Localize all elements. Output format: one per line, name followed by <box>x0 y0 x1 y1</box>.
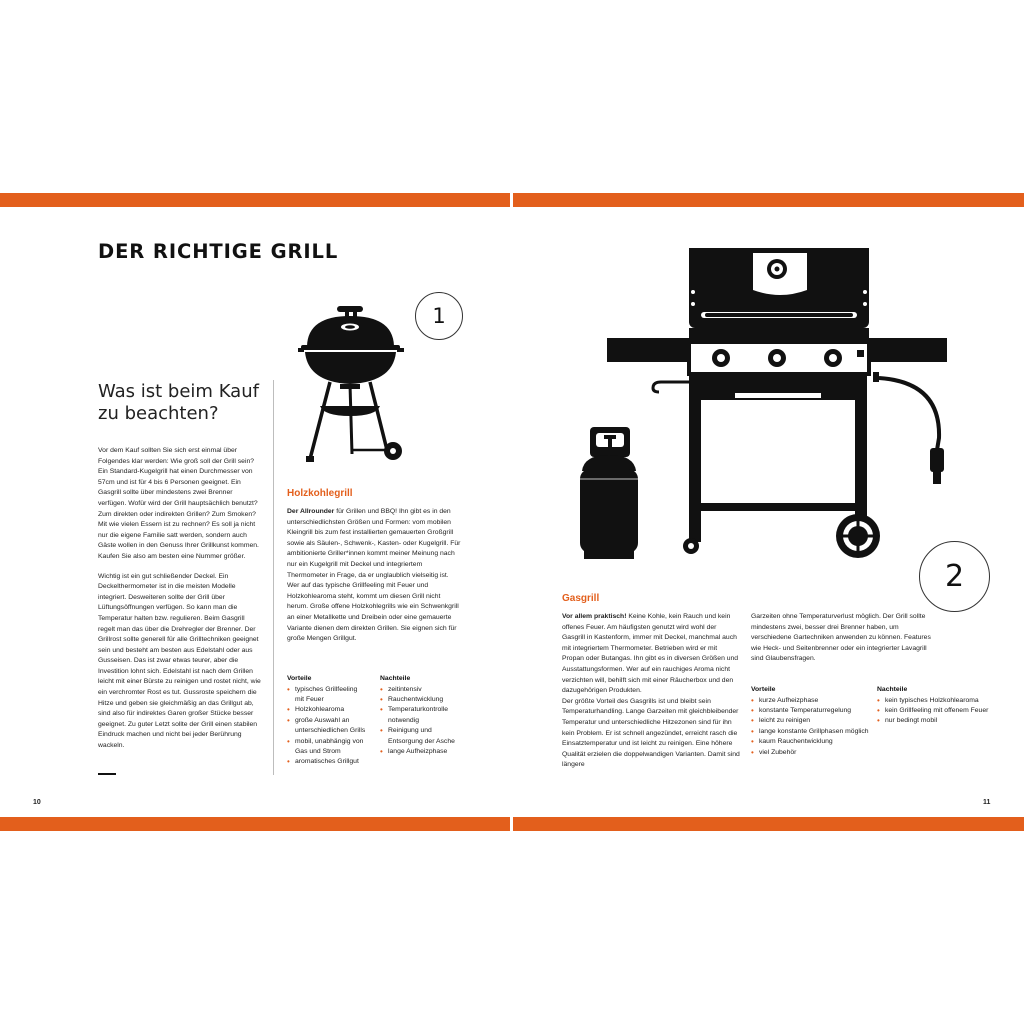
holzkohlegrill-text <box>287 507 461 645</box>
section-number-badge-2: 2 <box>919 541 990 612</box>
list-item: • kein typisches Holzkohlearoma <box>877 696 997 706</box>
cons-heading: Nachteile <box>380 675 411 682</box>
list-item: • Holzkohlearoma <box>287 705 367 715</box>
list-item: • mobil, unabhängig von Gas und Strom <box>287 737 367 758</box>
gasgrill-lead: Vor allem praktisch! <box>562 613 627 620</box>
bottom-accent-band <box>0 817 1024 831</box>
list-item: • konstante Temperaturregelung <box>751 706 869 716</box>
holzkohlegrill-body: für Grillen und BBQ! Ihn gibt es in den unterschiedlichsten Größen und Formen: vom mobilen Kleingrill bis zum fest installierten gemauerten Großgrill sowie als Säulen-, Schwenk-, Kasten- oder Kugelgrill. Für ambitionierte Griller*innen kommt meiner Meinung nach nur ein Kugelgrill mit Deckel und integriertem Thermometer in Frage, da er unglaublich vielseitig ist. Wer auf das typische Grillfeeling mit Feuer und Holzkohlearoma steht, kommt um diesen Grill nicht herum. Große offene Holzkohlegrills wie ein Schwenkgrill an einer Metallkette und Dreibein oder eine gemauerte Variante dienen dem direkten Grillen. Sie eignen sich für große Mengen Grillgut. <box>287 508 461 643</box>
list-item: • Reinigung und Entsorgung der Asche <box>380 726 462 747</box>
gas-grill-illustration <box>605 248 950 558</box>
list-item: • lange konstante Grillphasen möglich <box>751 727 869 737</box>
gasgrill-text-column-1 <box>562 612 740 771</box>
gasgrill-paragraph-2: Der größte Vorteil des Gasgrills ist und bleibt sein Temperaturhandling. Lange Garzeiten mit gleichbleibender Temperatur und unterschiedliche Hitzezonen sind für ihn kein Problem. Er ist schnell angezündet, erreicht rasch die Einsatztemperatur und ist leicht zu reinigen. Eine höhere Qualität erzielen die doppelwandigen Varianten. Damit sind längere <box>562 697 740 769</box>
gutter-gap-top <box>510 193 513 207</box>
kettle-grill-illustration <box>298 304 418 466</box>
gasgrill-cons <box>877 685 997 727</box>
list-item: • lange Aufheizphase <box>380 747 462 757</box>
gutter-gap-bottom <box>510 817 513 831</box>
intro-text <box>98 446 261 752</box>
holzkohlegrill-heading: Holzkohlegrill <box>287 488 353 499</box>
pros-heading: Vorteile <box>287 675 312 682</box>
holzkohlegrill-pros <box>287 674 367 768</box>
intro-paragraph-1: Vor dem Kauf sollten Sie sich erst einmal über Folgendes klar werden: Wie groß soll der Grill sein? Ein Standard-Kugelgrill hat einen Durchmesser von 57cm und ist für 4 bis 6 Personen geeignet. Ein Gasgrill sollte über mindestens zwei Brenner verfügen. Wofür wird der Grill hauptsächlich benutzt? Zum direkten oder indirekten Grillen? Zum Smoken? Mit wie vielen Essern ist zu rechnen? Es soll ja nicht nur die eigene Familie satt werden, sondern auch Gäste wollen in den Genuss Ihrer Grillkunst kommen. Kaufen Sie also am besten eine Nummer größer. <box>98 447 259 560</box>
list-item: • kein Grillfeeling mit offenem Feuer <box>877 706 997 716</box>
gasgrill-paragraph-3: Garzeiten ohne Temperaturverlust möglich. Der Grill sollte mindestens zwei, besser drei Brenner haben, um verschiedene Gartechniken anwenden zu können. Features wie Heck- und Seitenbrenner oder ein integrierter Lavagrill sind Glaubensfragen. <box>751 613 931 663</box>
list-item: • leicht zu reinigen <box>751 716 869 726</box>
list-item: • viel Zubehör <box>751 748 869 758</box>
list-item: • kurze Aufheizphase <box>751 696 869 706</box>
subtitle-line-1: Was ist beim Kauf <box>98 381 259 402</box>
page-title: DER RICHTIGE GRILL <box>98 240 339 263</box>
holzkohlegrill-cons <box>380 674 462 757</box>
gasgrill-heading: Gasgrill <box>562 593 600 604</box>
subtitle <box>98 381 273 425</box>
list-item: • aromatisches Grillgut <box>287 757 367 767</box>
list-item: • Temperaturkontrolle notwendig <box>380 705 462 726</box>
subtitle-line-2: zu beachten? <box>98 403 219 424</box>
gasgrill-text-column-2 <box>751 612 931 665</box>
column-divider <box>273 380 274 775</box>
list-item: • große Auswahl an unterschiedlichen Grills <box>287 716 367 737</box>
gasgrill-pros <box>751 685 869 758</box>
pros-heading: Vorteile <box>751 686 776 693</box>
list-item: • nur bedingt mobil <box>877 716 997 726</box>
page-number-right: 11 <box>983 799 991 806</box>
list-item: • Rauchentwicklung <box>380 695 462 705</box>
list-item: • typisches Grillfeeling mit Feuer <box>287 685 367 706</box>
list-item: • zeitintensiv <box>380 685 462 695</box>
intro-paragraph-2: Wichtig ist ein gut schließender Deckel. Ein Deckelthermometer ist in die meisten Modelle integriert. Desweiteren sollte der Grill über Lüftungsöffnungen verfügen. So kann man die Temperatur halten bzw. regulieren. Beim Gasgrill regelt man das über die Drehregler der Brenner. Der Grillrost sollte generell für alle Grilltechniken geeignet sein und besteht am besten aus Edelstahl oder aus Gusseisen. Das ist zwar etwas teurer, aber die Investition lohnt sich. Edelstahl ist nach dem Grillen leicht mit einer Bürste zu reinigen und rostet nicht, wie ein verchromter Rost es tut. Gussroste speichern die Hitze und geben sie gleichmäßig an das Grillgut ab, sind also für indirektes Garen großer Stücke besser geeignet. Zu guter Letzt sollte der Grill einen stabilen Eindruck machen und nicht bei jeder Berührung wackeln. <box>98 572 261 750</box>
section-number-badge-1: 1 <box>415 292 463 340</box>
end-mark <box>98 773 116 775</box>
cons-heading: Nachteile <box>877 686 908 693</box>
top-accent-band <box>0 193 1024 207</box>
page-number-left: 10 <box>33 799 41 806</box>
list-item: • kaum Rauchentwicklung <box>751 737 869 747</box>
holzkohlegrill-lead: Der Allrounder <box>287 508 335 515</box>
gasgrill-paragraph-1: Keine Kohle, kein Rauch und kein offenes Feuer. Am häufigsten genutzt wird wohl der Gasgrill in Kastenform, immer mit Deckel, manchmal auch mit integriertem Thermometer. Betrieben wird er mit Propan oder Butangas. Ihn gibt es in diversen Größen und Ausstattungsformen. Wer auf ein rauchiges Aroma nicht verzichten will, behilft sich mit einer Räucherbox und den dazugehörigen Produkten. <box>562 613 739 695</box>
